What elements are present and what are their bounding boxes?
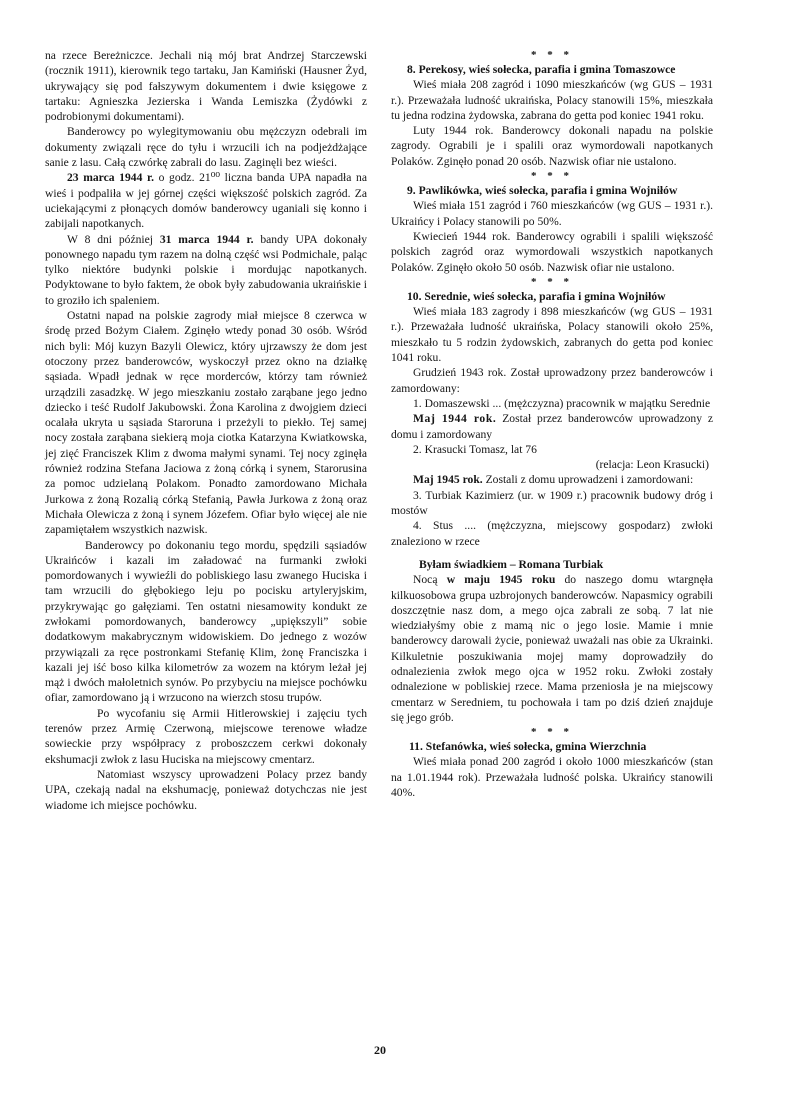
paragraph-text: 8. Perekosy, wieś sołecka, parafia i gmina Tomaszowce xyxy=(407,63,676,76)
right-paragraph xyxy=(391,442,713,457)
paragraph-text: 9. Pawlikówka, wieś sołecka, parafia i gmina Wojniłów xyxy=(407,184,678,198)
paragraph-text: Ostatni napad na polskie zagrody miał miejsce 8 czerwca w środę przed Bożym Ciałem. Zginęło wtedy ponad 30 osób. Wśród nich byli: Mój kuzyn Bazyli Olewicz, który ujrzawszy że dom jest otoczony przez banderowców, wyskoczył przez okno na działkę sąsiada. Wpadł jednak w ręce morderców, którzy tam również urządzili zasadzkę. W jego mieszkaniu zostało zarąbane jego jedno dziecko i teść Rudolf Jakubowski. Żona Karolina z dwojgiem dzieci ocalała ukryta u sąsiada Staroruna i przeżyli to piekło. Tej samej nocy została zarąbana siekierą moja ciotka Katarzyna Kwiatkowska, jej zięć Franciszek Klim z dwoma małymi synami. Tej nocy zginęła również rodzina Stefana Jaciowa z żoną córką i synem, Starorusina za pomoc udzielaną Polakom. Ponadto zamordowano Michała Jurkowa z żoną Rozalią córką Stefanią, Pawła Jurkowa z żoną oraz Michała Olewicza z żoną i synem Józefem. Ofiar było więcej ale nie zapamiętałem wszystkich nazwisk. xyxy=(45,309,367,537)
section-heading xyxy=(391,62,713,77)
paragraph-text: Zostali z domu uprowadzeni i zamordowani: xyxy=(482,473,694,487)
paragraph-text: na rzece Bereżniczce. Jechali nią mój brat Andrzej Starczewski (rocznik 1911), kierownik tego tartaku, Jan Kamiński (Hausner Żyd, ukrywający się pod fałszywym dokumentem i dwie księgowe z tartaku: Agnieszka Jezierska i Wanda Lemiszka (Żydówki z podrobionymi dokumentami). xyxy=(45,49,367,124)
paragraph-text: 2. Krasucki Tomasz, lat 76 xyxy=(413,442,537,456)
right-paragraph xyxy=(391,518,713,549)
bold-date: w maju 1945 roku xyxy=(446,573,556,587)
right-paragraph xyxy=(391,488,713,519)
paragraph-text: * * * xyxy=(531,49,573,61)
paragraph-text: * * * xyxy=(531,726,573,739)
left-paragraph xyxy=(45,124,367,170)
paragraph-text: Wieś miała 151 zagród i 760 mieszkańców (wg GUS – 1931 r.). Ukraińcy i Polacy stanowili po 50%. xyxy=(391,199,713,228)
paragraph-text: * * * xyxy=(531,170,573,183)
section-divider xyxy=(391,169,713,183)
paragraph-text: Byłam świadkiem – Romana Turbiak xyxy=(419,557,604,571)
left-paragraph xyxy=(45,308,367,537)
text-prefix: W 8 dni później xyxy=(67,232,160,246)
bold-date: Maj 1945 rok. xyxy=(413,473,483,487)
paragraph-text: Kwiecień 1944 rok. Banderowcy ograbili i spalili większość polskich zagród oraz wymordowali wszystkich napotkanych Polaków. Zginęło około 50 osób. Nazwisk ofiar nie ustalono. xyxy=(391,229,713,274)
paragraph-text: Wieś miała 183 zagrody i 898 mieszkańców (wg GUS – 1931 r.). Przeważała ludność ukraińska, Polacy stanowili około 25%, mieszkało tu 5 rodzin żydowskich, zabranych do getta pod koniec 1041 roku. xyxy=(391,305,713,365)
bold-date: 23 marca 1944 r. xyxy=(67,171,154,185)
right-paragraph xyxy=(391,304,713,365)
witness-subheading xyxy=(391,557,713,572)
right-text-column xyxy=(391,48,713,800)
left-paragraph xyxy=(45,48,367,124)
left-paragraph xyxy=(45,767,367,813)
right-paragraph xyxy=(391,754,713,800)
paragraph-text: * * * xyxy=(531,275,573,288)
paragraph-text: bandy UPA dokonały ponownego napadu tym razem na dolną część wsi Podmichale, paląc tylko niektóre budynki polskie i mordując napotkanych. Podyktowane to było faktem, że obok były zabudowania ukraińskie i to groziło ich spaleniem. xyxy=(45,232,368,307)
section-heading xyxy=(391,289,713,304)
right-paragraph xyxy=(391,411,713,442)
paragraph-text: Wieś miała 208 zagród i 1090 mieszkańców (wg GUS – 1931 r.). Przeważała ludność ukraińska, Polacy stanowili 15%, mieszkała tu jedna rodzina żydowska, zabrana do getta pod koniec 1941 roku. xyxy=(391,78,713,122)
text-prefix: Nocą xyxy=(413,573,447,587)
left-paragraph xyxy=(45,706,367,767)
bold-date: Maj 1944 rok. xyxy=(413,412,497,426)
right-paragraph xyxy=(391,123,713,169)
page-number: 20 xyxy=(374,1043,386,1057)
left-paragraph xyxy=(45,170,367,231)
left-text-column xyxy=(45,48,367,813)
right-paragraph xyxy=(391,396,713,411)
paragraph-text: o godz. 21⁰⁰ liczna banda UPA napadła na wieś i podpaliła w jej górnej części większość polskich zagród. Za uciekającymi z płonących domów banderowcy uganiali się konno i zabijali napotkanych. xyxy=(45,171,367,231)
paragraph-text: Natomiast wszyscy uprowadzeni Polacy przez bandy UPA, czekają nadal na ekshumację, ponieważ dotychczas nie jest wiadome ich miejsce pochówku. xyxy=(45,767,367,812)
section-heading xyxy=(391,183,713,198)
right-paragraph xyxy=(391,229,713,275)
paragraph-text: do naszego domu wtargnęła kilkuosobowa grupa uzbrojonych banderowców. Napasmicy ograbili doszczętnie nasz dom, a mego ojca zabrali ze sobą. 7 lat nie wiedziałyśmy obie z mamą nic o jego losie. Mamie i mnie banderowcy darowali życie, ponieważ uważali nas obie za Ukrainki. Kilkuletnie poszukiwania mojej mamy doprowadziły do odnalezienia zwłok mego ojca w 1952 roku. Zwłoki zostały odnalezione w pobliskiej rzece. Mama przeniosła je na miejscowy cmentarz w Seredniem, tu pochowała i tam po dziś dzień znajduje się jego grób. xyxy=(391,573,713,724)
section-divider xyxy=(391,725,713,739)
paragraph-text: Został przez banderowców uprowadzony z domu i zamordowany xyxy=(391,412,713,441)
paragraph-text: Po wycofaniu się Armii Hitlerowskiej i zajęciu tych terenów przez Armię Czerwoną, miejscowe terenowe władze sowieckie przy współpracy z proboszczem cerkwi dokonały ekshumacji zwłok z lasu Huciska na miejscowy cmentarz. xyxy=(45,706,367,766)
section-divider xyxy=(391,48,713,62)
paragraph-text: 4. Stus .... (mężczyzna, miejscowy gospodarz) zwłoki znaleziono w rzece xyxy=(391,519,713,548)
right-paragraph xyxy=(391,365,713,396)
paragraph-text: 3. Turbiak Kazimierz (ur. w 1909 r.) pracownik budowy dróg i mostów xyxy=(391,488,713,518)
paragraph-text: Banderowcy po wylegitymowaniu obu mężczyzn odebrali im dokumenty związali ręce do tyłu i wrzucili ich na podjeżdżające sanie z lasu. Całą czwórkę zabrali do lasu. Zaginęli bez wieści. xyxy=(45,125,367,170)
right-paragraph xyxy=(391,77,713,123)
paragraph-text: Grudzień 1943 rok. Został uprowadzony przez banderowców i zamordowany: xyxy=(391,366,713,395)
left-paragraph xyxy=(45,232,367,308)
paragraph-text: (relacja: Leon Krasucki) xyxy=(595,458,709,472)
right-paragraph xyxy=(391,198,713,229)
paragraph-text: 11. Stefanówka, wieś sołecka, gmina Wierzchnia xyxy=(409,740,647,754)
right-paragraph xyxy=(391,572,713,725)
left-paragraph xyxy=(45,538,367,706)
paragraph-text: Banderowcy po dokonaniu tego mordu, spędzili sąsiadów Ukraińców i kazali im załadować na furmanki zwłoki pomordowanych i wywieźli do pobliskiego lasu zwanego Huciska i tam wrzucili do głębokiego leju po pocisku artyleryjskim, przykrywając go gałęziami. Ten ostatni niesamowity kondukt ze zwłokami pomordowanych, banderowcy „upiększyli” sobie dodatkowym makabrycznym widowiskiem. Do jednego z wozów przywiązali za ręce postronkami Stefanię Klim, żonę Franciszka i kazali jej iść boso kilka kilometrów za wozem na którym leżał jej mąż i dwóch małoletnich synów. Po przybyciu na miejsce pochówku ofiar, zamordowano ją i wrzucono na wierzch stosu trupów. xyxy=(45,538,367,705)
paragraph-text: Wieś miała ponad 200 zagród i około 1000 mieszkańców (stan na 1.01.1944 rok). Przeważała ludność polska. Ukraińcy stanowili 40%. xyxy=(391,755,713,800)
section-divider xyxy=(391,275,713,289)
source-note xyxy=(391,457,713,472)
paragraph-text: 10. Serednie, wieś sołecka, parafia i gmina Wojniłów xyxy=(407,289,666,303)
right-paragraph xyxy=(391,472,713,487)
paragraph-text: 1. Domaszewski ... (mężczyzna) pracownik w majątku Serednie xyxy=(413,396,711,410)
paragraph-text: Luty 1944 rok. Banderowcy dokonali napadu na polskie zagrody. Ograbili je i spalili oraz wymordowali napotkanych Polaków. Zginęło ponad 20 osób. Nazwisk ofiar nie ustalono. xyxy=(391,124,713,168)
bold-date: 31 marca 1944 r. xyxy=(159,232,254,246)
section-heading xyxy=(391,739,713,754)
